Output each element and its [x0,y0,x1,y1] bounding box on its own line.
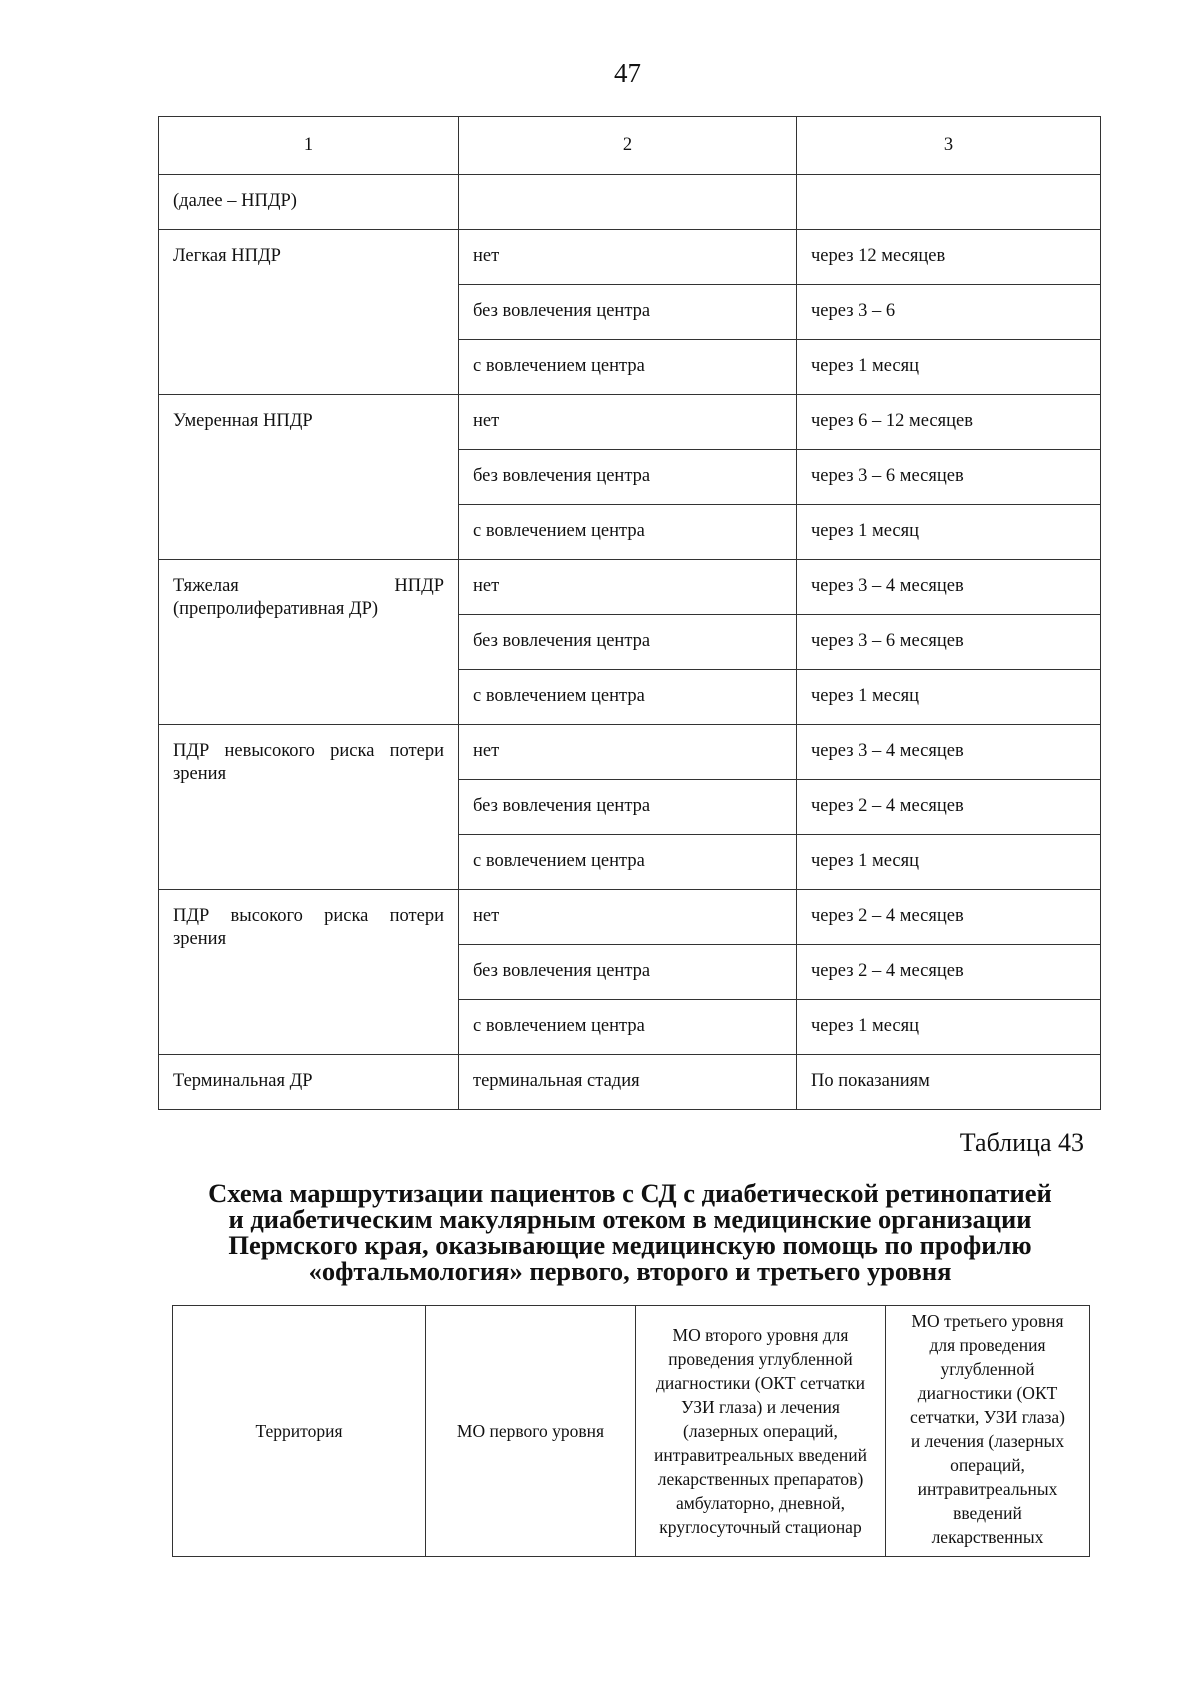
header-line: лекарственных [931,1527,1044,1547]
interval-cell: через 2 – 4 месяцев [797,780,1101,835]
stage-word: Тяжелая [173,576,239,596]
page-number: 47 [614,58,641,88]
edema-cell: нет [459,395,797,450]
table-row [159,1055,1101,1110]
interval-cell: через 1 месяц [797,340,1101,395]
header-line: операций, [950,1455,1025,1475]
continuation-cell: (далее – НПДР) [159,175,459,230]
interval-cell: через 3 – 4 месяцев [797,560,1101,615]
edema-cell: без вовлечения центра [459,615,797,670]
interval-cell: через 1 месяц [797,505,1101,560]
title-line: и диабетическим макулярным отеком в медицинские организации [228,1204,1032,1234]
stage-cell: ПДР невысокого риска потери зрения [159,725,459,890]
edema-cell: без вовлечения центра [459,285,797,340]
level2-header [636,1306,886,1557]
empty-cell [459,175,797,230]
header-line: (лазерных операций, [683,1421,838,1441]
interval-cell: через 3 – 4 месяцев [797,725,1101,780]
table-row [159,175,1101,230]
header-line: диагностики (ОКТ сетчатки [655,1373,866,1393]
header-line: амбулаторно, дневной, [675,1493,846,1513]
empty-cell [797,175,1101,230]
edema-cell: без вовлечения центра [459,945,797,1000]
header-col-1: 1 [159,117,459,175]
follow-up-interval-table [158,116,1101,1110]
level3-header [886,1306,1090,1557]
header-line: введений [953,1503,1022,1523]
table-header-row [159,117,1101,175]
table-row [159,890,1101,945]
header-line: сетчатки, УЗИ глаза) [909,1407,1065,1427]
level1-header: МО первого уровня [426,1306,636,1557]
scheme-title [160,1180,1100,1284]
header-line: диагностики (ОКТ [917,1383,1058,1403]
interval-cell: через 6 – 12 месяцев [797,395,1101,450]
interval-cell: через 1 месяц [797,670,1101,725]
header-line: для проведения [929,1335,1046,1355]
header-line: УЗИ глаза) и лечения [681,1397,840,1417]
interval-cell: через 3 – 6 месяцев [797,615,1101,670]
table-row [159,560,1101,615]
title-line: «офтальмология» первого, второго и третьего уровня [308,1256,952,1286]
routing-header-row [173,1306,1090,1557]
stage-cell [159,560,459,725]
header-line: проведения углубленной [668,1349,853,1369]
interval-cell: через 3 – 6 [797,285,1101,340]
interval-cell: через 1 месяц [797,835,1101,890]
edema-cell: нет [459,560,797,615]
table-row [159,395,1101,450]
edema-cell: с вовлечением центра [459,340,797,395]
interval-cell: через 1 месяц [797,1000,1101,1055]
title-line: Схема маршрутизации пациентов с СД с диабетической ретинопатией [208,1178,1052,1208]
edema-cell: с вовлечением центра [459,505,797,560]
header-line: интравитреальных [917,1479,1058,1499]
header-line: МО третьего уровня [911,1311,1064,1331]
header-line: и лечения (лазерных [910,1431,1065,1451]
edema-cell: нет [459,725,797,780]
edema-cell: с вовлечением центра [459,1000,797,1055]
header-line: МО второго уровня для [672,1325,849,1345]
header-line: круглосуточный стационар [659,1517,862,1537]
interval-cell: через 2 – 4 месяцев [797,945,1101,1000]
edema-cell: без вовлечения центра [459,780,797,835]
table-row [159,725,1101,780]
table-row [159,230,1101,285]
header-line: лекарственных препаратов) [657,1469,864,1489]
edema-cell: с вовлечением центра [459,835,797,890]
header-col-2: 2 [459,117,797,175]
stage-cell: Терминальная ДР [159,1055,459,1110]
header-line: углубленной [940,1359,1035,1379]
edema-cell: нет [459,890,797,945]
edema-cell: без вовлечения центра [459,450,797,505]
interval-cell: через 2 – 4 месяцев [797,890,1101,945]
table-caption: Таблица 43 [959,1128,1084,1157]
stage-cell: Легкая НПДР [159,230,459,395]
stage-word: НПДР [394,576,444,596]
interval-cell: через 3 – 6 месяцев [797,450,1101,505]
routing-table [172,1305,1090,1557]
territory-header: Территория [173,1306,426,1557]
stage-cell: ПДР высокого риска потери зрения [159,890,459,1055]
edema-cell: нет [459,230,797,285]
stage-line: (препролиферативная ДР) [173,599,379,619]
interval-cell: По показаниям [797,1055,1101,1110]
stage-cell: Умеренная НПДР [159,395,459,560]
header-line: интравитреальных введений [654,1445,867,1465]
title-line: Пермского края, оказывающие медицинскую помощь по профилю [228,1230,1032,1260]
header-col-3: 3 [797,117,1101,175]
interval-cell: через 12 месяцев [797,230,1101,285]
edema-cell: терминальная стадия [459,1055,797,1110]
edema-cell: с вовлечением центра [459,670,797,725]
